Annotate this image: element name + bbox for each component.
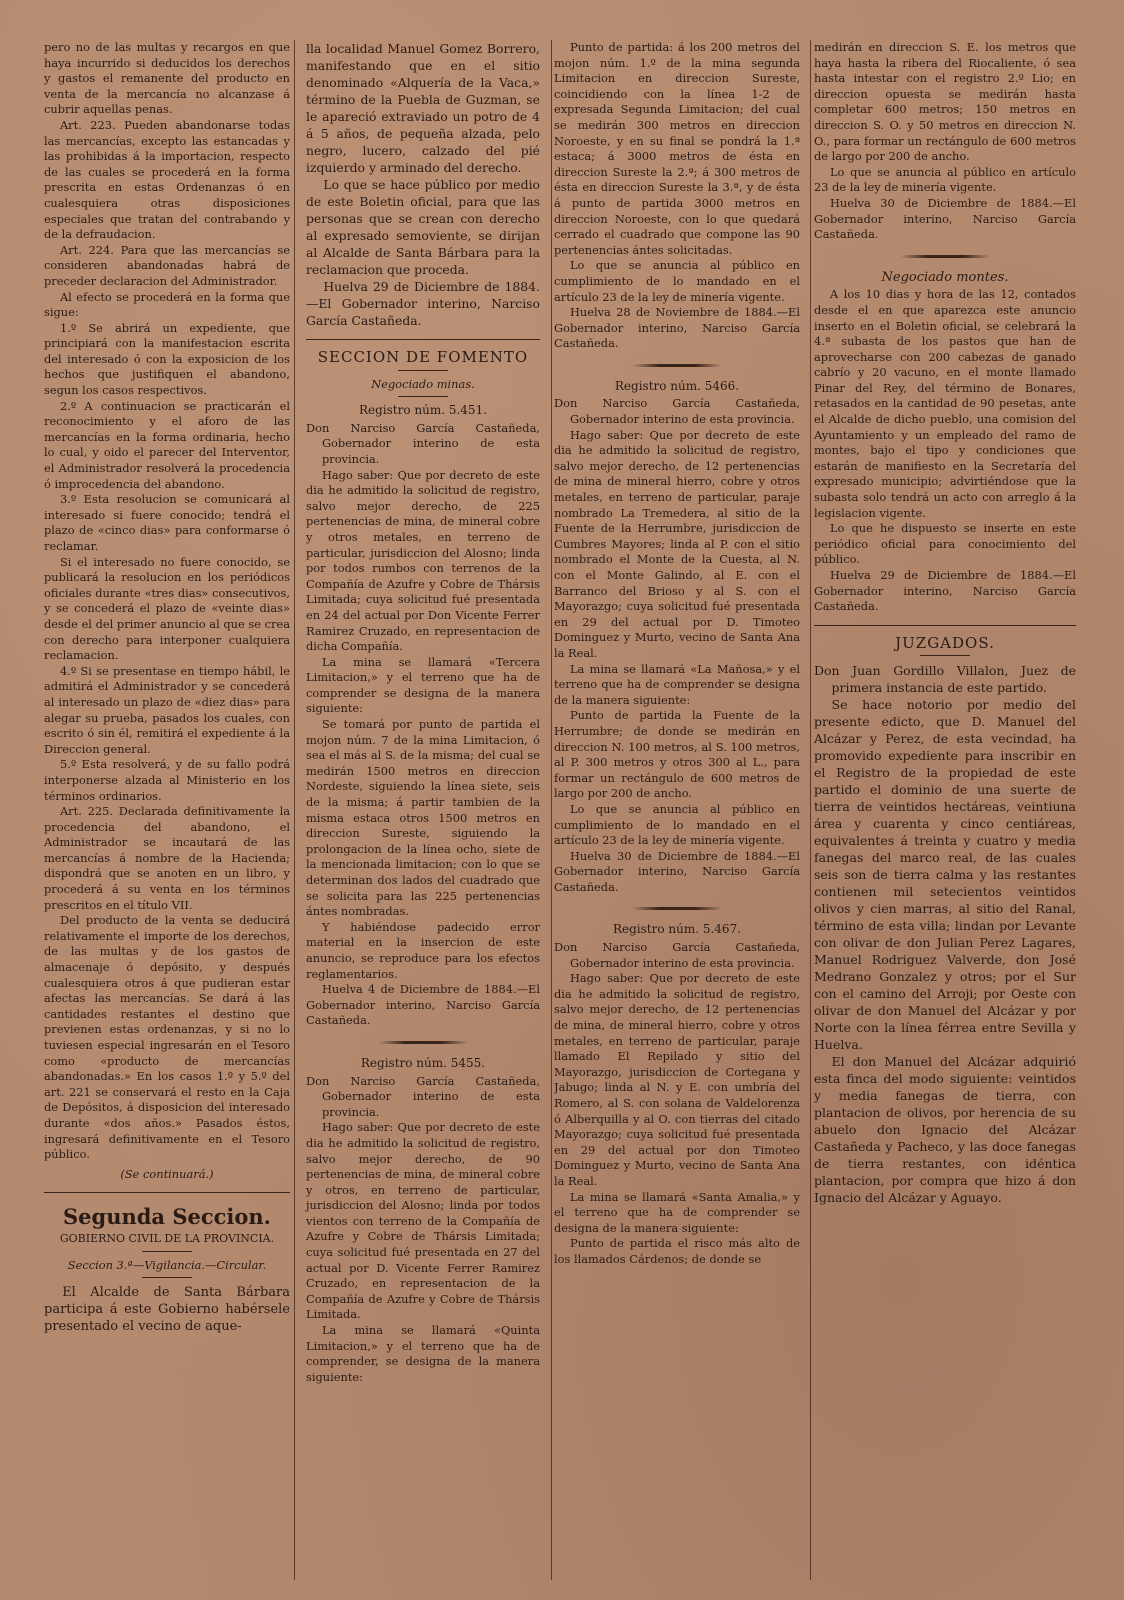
paragraph: Hago saber: Que por decreto de este dia he admitido la solicitud de registro, salvo mejor derecho, de 12 pertenencias de mina, de mineral hierro, cobre y otros metales, en terreno de particular, paraje llamado El Repilado y sitio del Mayorazgo, jurisdiccion de Cortegana y Jabugo; linda al N. y E. con umbría del Romero, al S. con solana de Valdelorenza ó Alberquilla y al O. con tierras del citado Mayorazgo; cuya solicitud fué presentada en 29 del actual por don Timoteo Dominguez y Murto, vecino de Santa Ana la Real. [554, 971, 800, 1188]
item-1: 1.º Se abrirá un expediente, que principiará con la manifestacion escrita del interesado ó con la exposicion de los hechos que justifiquen el abandono, segun los casos respectivos. [44, 320, 290, 398]
column-rule [551, 40, 552, 1580]
divider [142, 1277, 192, 1278]
paragraph: medirán en direccion S. E. los metros que haya hasta la ribera del Riocaliente, ó sea hasta intestar con el registro 2.º Lio; en direccion opuesta se medirán hasta completar 600 metros; 150 metros en direccion S. O. y 50 metros en direccion N. O., para formar un rectángulo de 600 metros de largo por 200 de ancho. [814, 40, 1076, 164]
department-heading: GOBIERNO CIVIL DE LA PROVINCIA. [59, 1231, 275, 1245]
divider [920, 655, 970, 656]
divider [398, 396, 448, 397]
paragraph: La mina se llamará «Quinta Limitacion,» y el terreno que ha de comprender, se designa de la manera siguiente: [306, 1323, 540, 1384]
column-1 [44, 40, 290, 1580]
paragraph: Lo que se anuncia al público en artículo 23 de la ley de minería vigente. [814, 164, 1076, 195]
signature: Huelva 29 de Diciembre de 1884.—El Gobernador interino, Narciso García Castañeda. [814, 568, 1076, 614]
item-5: 5.º Esta resolverá, y de su fallo podrá interponerse alzada al Ministerio en los términos ordinarios. [44, 757, 290, 803]
registry-heading: Registro núm. 5.451. [358, 403, 488, 418]
paragraph: Lo que he dispuesto se inserte en este periódico oficial para conocimiento del público. [814, 521, 1076, 567]
divider [398, 370, 448, 371]
article-223: Art. 223. Pueden abandonarse todas las mercancías, excepto las estancadas y las prohibidas á la importacion, respecto de las cuales se procederá en la forma prescrita en estas Ordenanzas ó en cualesquiera otras disposiciones especiales que tratan del contrabando y de la defraudacion. [44, 117, 290, 242]
paragraph: Al efecto se procederá en la forma que sigue: [44, 289, 290, 320]
paragraph: Lo que se anuncia al público en cumplimiento de lo mandado en el artículo 23 de la ley de minería vigente. [554, 801, 800, 848]
official-name: Don Narciso García Castañeda, Gobernador interino de esta provincia. [306, 1073, 540, 1119]
subsection-heading: Seccion 3.ª—Vigilancia.—Circular. [67, 1257, 267, 1272]
article-225: Art. 225. Declarada definitivamente la procedencia del abandono, el Administrador se incautará de las mercancías á nombre de la Hacienda; dispondrá que se anoten en un libro, y procederá á su venta en los términos prescritos en el título VII. [44, 804, 290, 912]
paragraph: Hago saber: Que por decreto de este dia he admitido la solicitud de registro, salvo mejor derecho, de 90 pertenencias de mina, de mineral cobre y otros, en terreno de particular, jurisdiccion del Alosno; linda por todos vientos con terreno de la Compañía de Azufre y Cobre de Thársis Limitada; cuya solicitud fué presentada en 27 del actual por D. Vicente Ferrer Ramirez Cruzado, en representacion de la Compañía de Azufre y Cobre de Thársis Limitada. [306, 1120, 540, 1322]
paragraph: Lo que se anuncia al público en cumplimiento de lo mandado en el artículo 23 de la ley de minería vigente. [554, 258, 800, 304]
divider [142, 1251, 192, 1252]
paragraph: Se hace notorio por medio del presente edicto, que D. Manuel del Alcázar y Perez, de esta vecindad, ha promovido expediente para inscribir en el Registro de la propiedad de este partido el dominio de una suerte de tierra de veintidos hectáreas, veintiuna área y cuarenta y cinco centiáreas, equivalentes á treinta y cuatro y media fanegas del marco real, de las cuales seis son de tierra calma y las restantes contienen mil setecientos veintidos olivos y cien marras, al sitio del Ranal, término de esta villa; lindan por Levante con olivar de don Julian Perez Lagares, Manuel Rodriguez Valverde, don José Medrano Gonzalez y otros; por el Sur con el camino del Arroji; por Oeste con olivar de don Manuel del Alcázar y por Norte con la línea férrea entre Sevilla y Huelva. [814, 697, 1076, 1053]
section-title: Segunda Seccion. [62, 1204, 271, 1230]
registry-heading: Registro núm. 5455. [360, 1055, 486, 1070]
official-name: Don Narciso García Castañeda, Gobernador interino de esta provincia. [306, 420, 540, 466]
paragraph: Se tomará por punto de partida el mojon núm. 7 de la mina Limitacion, ó sea el más al S. de la misma; del cual se medirán 1500 metros en direccion Nordeste, siguiendo la línea siete, seis de la misma; á partir tambien de la misma estaca otros 1500 metros en direccion Sureste, siguiendo la prolongacion de la línea ocho, siete de la mencionada limitacion; con lo que se determinan dos lados del cuadrado que se solicita para las 225 pertenencias ántes nombradas. [306, 717, 540, 919]
paragraph: La mina se llamará «Tercera Limitacion,» y el terreno que ha de comprender se designa de la manera siguiente: [306, 654, 540, 716]
paragraph: El Alcalde de Santa Bárbara participa á este Gobierno habérsele presentado el vecino de aque- [44, 1285, 290, 1335]
section-heading: JUZGADOS. [895, 633, 995, 652]
registry-heading: Registro núm. 5466. [614, 378, 740, 393]
ornament-divider [900, 255, 990, 258]
section-heading: SECCION DE FOMENTO [317, 348, 529, 366]
official-name: Don Juan Gordillo Villalon, Juez de primera instancia de este partido. [814, 663, 1076, 696]
paragraph: La mina se llamará «La Mañosa,» y el terreno que ha de comprender se designa de la manera siguiente: [554, 661, 800, 707]
signature: Huelva 4 de Diciembre de 1884.—El Gobernador interino, Narciso García Castañeda. [306, 982, 540, 1028]
paragraph: Lo que se hace público por medio de este Boletin oficial, para que las personas que se crean con derecho al expresado semoviente, se dirijan al Alcalde de Santa Bárbara para la reclamacion que proceda. [306, 177, 540, 277]
registry-heading: Registro núm. 5.467. [612, 922, 742, 937]
paragraph: A los 10 dias y hora de las 12, contados desde el en que aparezca este anuncio inserto en el Boletin oficial, se celebrará la 4.ª subasta de los pastos que han de aprovecharse con 200 cabezas de ganado cabrío y 20 vacuno, en el monte llamado Pinar del Rey, del término de Bonares, retasados en la cantidad de 90 pesetas, ante el Alcalde de dicho pueblo, una comision del Ayuntamiento y un empleado del ramo de montes, bajo el tipo y condiciones que estarán de manifiesto en la Secretaría del expresado municipio; advirtiéndose que la subasta solo tendrá un acto con arreglo á la legislacion vigente. [814, 287, 1076, 520]
paragraph: Punto de partida el risco más alto de los llamados Cárdenos; de donde se [554, 1236, 800, 1266]
office-heading: Negociado minas. [371, 376, 475, 391]
signature: Huelva 30 de Diciembre de 1884.—El Gobernador interino, Narciso García Castañeda. [814, 195, 1076, 242]
divider [44, 1192, 290, 1193]
continued-note: (Se continuará.) [120, 1166, 214, 1181]
official-name: Don Narciso García Castañeda, Gobernador interino de esta provincia. [554, 396, 800, 427]
item-3: 3.º Esta resolucion se comunicará al interesado si fuere conocido; tendrá el plazo de «cinco dias» para conformarse ó reclamar. [44, 492, 290, 553]
official-name: Don Narciso García Castañeda, Gobernador interino de esta provincia. [554, 940, 800, 970]
paragraph: Hago saber: Que por decreto de este dia he admitido la solicitud de registro, salvo mejor derecho, de 12 pertenencias de mina de mineral hierro, cobre y otros metales, en terreno de particular, paraje nombrado La Tremedera, al sitio de la Fuente de la Herrumbre, jurisdiccion de Cumbres Mayores; linda al P. con el sitio nombrado el Monte de la Cuesta, al N. con el Monte Galindo, al E. con el Barranco del Brioso y al S. con el Mayorazgo; cuya solicitud fué presentada en 29 del actual por D. Timoteo Dominguez y Murto, vecino de Santa Ana la Real. [554, 427, 800, 660]
signature: Huelva 29 de Diciembre de 1884.—El Gobernador interino, Narciso García Castañeda. [306, 279, 540, 328]
item-2: 2.º A continuacion se practicarán el reconocimiento y el aforo de las mercancías en la forma ordinaria, hecho lo cual, y oido el parecer del Interventor, el Administrador resolverá la procedencia ó improcedencia del abandono. [44, 398, 290, 491]
item-4: 4.º Si se presentase en tiempo hábil, le admitirá el Administrador y se concederá al interesado un plazo de «diez dias» para alegar su prueba, pasados los cuales, con escrito ó sin él, remitirá el expediente á la Direccion general. [44, 663, 290, 756]
signature: Huelva 30 de Diciembre de 1884.—El Gobernador interino, Narciso García Castañeda. [554, 848, 800, 894]
column-2 [294, 40, 540, 1580]
column-3 [554, 40, 800, 1580]
paragraph: Del producto de la venta se deducirá relativamente el importe de los derechos, de las multas y de los gastos de almacenaje ó depósito, y después cualesquiera otros á que pudieran estar afectas las mercancías. Se dará á las cantidades restantes el destino que previenen estas ordenanzas, y si no lo tuviesen especial ingresarán en el Tesoro como «producto de mercancías abandonadas.» En los casos 1.º y 5.º del art. 221 se conservará el resto en la Caja de Depósitos, á disposicion del interesado durante «dos años.» Pasados éstos, ingresará definitivamente en el Tesoro público. [44, 913, 290, 1162]
paragraph: El don Manuel del Alcázar adquirió esta finca del modo siguiente: veintidos y media fanegas de tierra, con plantacion de olivos, por herencia de su abuelo don Ignacio del Alcázar Castañeda y Pacheco, y las doce fanegas de tierra restantes, con idéntica plantacion, por compra que hizo á don Ignacio del Alcázar y Aguayo. [814, 1054, 1076, 1206]
article-224: Art. 224. Para que las mercancías se consideren abandonadas habrá de preceder declaracion del Administrador. [44, 242, 290, 288]
column-rule [810, 40, 811, 1580]
paragraph: Hago saber: Que por decreto de este dia he admitido la solicitud de registro, salvo mejor derecho, de 225 pertenencias de mina, de mineral cobre y otros metales, en terreno de particular, jurisdiccion del Alosno; linda por todos rumbos con terrenos de la Compañía de Azufre y Cobre de Thársis Limitada; cuya solicitud fué presentada en 24 del actual por Don Vicente Ferrer Ramirez Cruzado, en representacion de dicha Compañía. [306, 467, 540, 654]
column-4 [814, 40, 1076, 1580]
paragraph: Punto de partida: á los 200 metros del mojon núm. 1.º de la mina segunda Limitacion en direccion Sureste, coincidiendo con la línea 1-2 de expresada Segunda Limitacion; del cual se medirán 300 metros en direccion Noroeste, y en su final se pondrá la 1.ª estaca; á 3000 metros de ésta en direccion Sureste la 2.ª; á 300 metros de ésta en direccion Sureste la 3.ª, y de ésta á punto de partida 3000 metros en direccion Noroeste, con lo que quedará cerrado el cuadrado que compone las 90 pertenencias ántes solicitadas. [554, 40, 800, 257]
newspaper-page [44, 40, 1104, 1580]
signature: Huelva 28 de Noviembre de 1884.—El Gobernador interino, Narciso García Castañeda. [554, 305, 800, 351]
office-heading: Negociado montes. [881, 269, 1009, 285]
paragraph: Y habiéndose padecido error material en la insercion de este anuncio, se reproduce para los efectos reglamentarios. [306, 919, 540, 981]
ornament-divider [632, 907, 722, 910]
ornament-divider [378, 1041, 468, 1044]
paragraph: Punto de partida la Fuente de la Herrumbre; de donde se medirán en direccion N. 100 metros, al S. 100 metros, al P. 300 metros y otros 300 al L., para formar un rectángulo de 600 metros de largo por 200 de ancho. [554, 708, 800, 801]
divider [306, 339, 540, 340]
paragraph: lla localidad Manuel Gomez Borrero, manifestando que en el sitio denominado «Alquería de la Vaca,» término de la Puebla de Guzman, se le apareció extraviado un potro de 4 á 5 años, de pequeña alzada, pelo negro, lucero, calzado del pié izquierdo y arminado del derecho. [306, 41, 540, 175]
paragraph: Si el interesado no fuere conocido, se publicará la resolucion en los periódicos oficiales durante «tres dias» consecutivos, y se concederá el plazo de «veinte dias» desde el del primer anuncio al que se crea con derecho para interponer cualquiera reclamacion. [44, 554, 290, 663]
ornament-divider [632, 364, 722, 367]
divider [814, 625, 1076, 626]
paragraph: pero no de las multas y recargos en que haya incurrido si deducidos los derechos y gastos el remanente del producto en venta de la mercancía no alcanzase á cubrir aquellas penas. [44, 40, 290, 117]
paragraph: La mina se llamará «Santa Amalia,» y el terreno que ha de comprender se designa de la manera siguiente: [554, 1189, 800, 1235]
